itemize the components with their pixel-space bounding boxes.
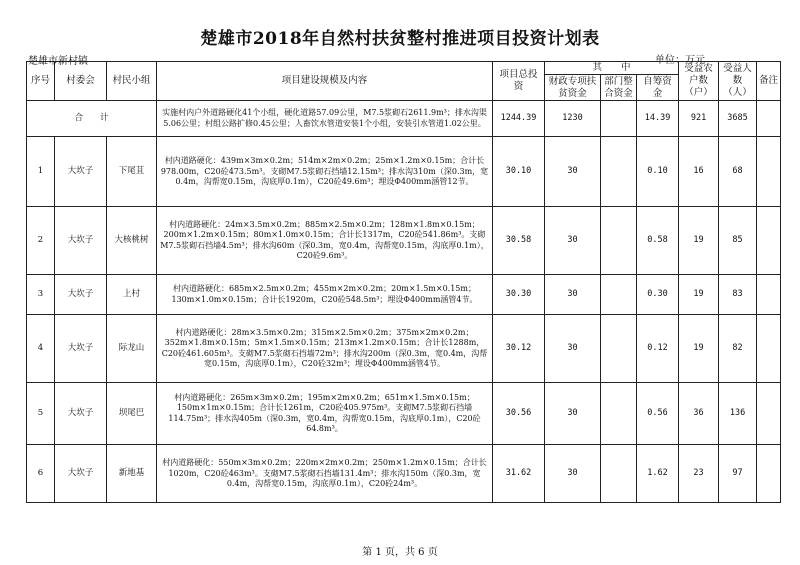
row-remark — [757, 445, 781, 503]
row-households: 23 — [679, 445, 719, 503]
row-dept — [601, 207, 637, 275]
header-households: 受益农户数（户） — [679, 62, 719, 101]
total-fiscal: 1230 — [545, 101, 601, 137]
row-remark — [757, 207, 781, 275]
row-seq: 2 — [27, 207, 55, 275]
row-remark — [757, 315, 781, 383]
row-total: 30.12 — [493, 315, 545, 383]
header-fiscal: 财政专项扶贫资金 — [545, 75, 601, 101]
row-content: 村内道路硬化：265m×3m×0.2m；195m×2m×0.2m；651m×1.5m×0.15m；150m×1m×0.15m；合计长1261m，C20砼405.975m³。支砌M7.5浆砌石挡墙114.75m³；排水沟405m（深0.3m，宽0.4m，沟帮宽0.15m，沟底厚0.1m），C20砼64.8m³。 — [157, 383, 493, 445]
header-total: 项目总投资 — [493, 62, 545, 101]
row-dept — [601, 383, 637, 445]
town-label: 楚雄市新村镇 — [28, 56, 88, 67]
header-people: 受益人数（人） — [719, 62, 757, 101]
table-row — [27, 315, 781, 383]
row-people: 82 — [719, 315, 757, 383]
table-row — [27, 383, 781, 445]
total-self: 14.39 — [637, 101, 679, 137]
total-remark — [757, 101, 781, 137]
row-self: 0.12 — [637, 315, 679, 383]
row-total: 30.30 — [493, 275, 545, 315]
row-fiscal: 30 — [545, 315, 601, 383]
total-dept — [601, 101, 637, 137]
row-remark — [757, 137, 781, 207]
row-households: 19 — [679, 207, 719, 275]
row-village: 大坎子 — [55, 275, 107, 315]
table-row — [27, 137, 781, 207]
row-fiscal: 30 — [545, 137, 601, 207]
header-of-which: 其 中 — [545, 62, 679, 75]
row-group: 新地基 — [107, 445, 157, 503]
row-people: 85 — [719, 207, 757, 275]
row-content: 村内道路硬化：24m×3.5m×0.2m；885m×2.5m×0.2m；128m×1.8m×0.15m；200m×1.2m×0.15m；80m×1.0m×0.15m；合计长1317m，C20砼541.86m³。支砌M7.5浆砌石挡墙4.5m³；排水沟60m（深0.3m，宽0.4m，沟帮宽0.15m，沟底厚0.1m），C20砼9.6m³。 — [157, 207, 493, 275]
row-households: 16 — [679, 137, 719, 207]
total-households: 921 — [679, 101, 719, 137]
row-people: 83 — [719, 275, 757, 315]
unit-label: 单位：万元 — [655, 55, 705, 66]
row-village: 大坎子 — [55, 383, 107, 445]
row-self: 0.56 — [637, 383, 679, 445]
table-row — [27, 445, 781, 503]
total-label: 合 计 — [27, 101, 157, 137]
row-village: 大坎子 — [55, 445, 107, 503]
row-content: 村内道路硬化：439m×3m×0.2m；514m×2m×0.2m；25m×1.2m×0.15m；合计长978.00m，C20砼473.5m³。支砌M7.5浆砌石挡墙12.15m³；排水沟310m（深0.3m，宽0.4m，沟帮宽0.15m，沟底厚0.1m），C20砼49.6m³；埋设Φ400mm涵管12节。 — [157, 137, 493, 207]
row-village: 大坎子 — [55, 315, 107, 383]
row-fiscal: 30 — [545, 383, 601, 445]
row-seq: 3 — [27, 275, 55, 315]
row-total: 30.58 — [493, 207, 545, 275]
row-households: 19 — [679, 275, 719, 315]
row-group: 大核桃树 — [107, 207, 157, 275]
header-self: 自筹资金 — [637, 75, 679, 101]
row-dept — [601, 137, 637, 207]
row-people: 97 — [719, 445, 757, 503]
row-fiscal: 30 — [545, 275, 601, 315]
row-seq: 1 — [27, 137, 55, 207]
table-row — [27, 275, 781, 315]
table-row — [27, 207, 781, 275]
investment-plan-table — [26, 61, 781, 503]
total-investment: 1244.39 — [493, 101, 545, 137]
row-remark — [757, 383, 781, 445]
row-content: 村内道路硬化：685m×2.5m×0.2m；455m×2m×0.2m；20m×1.5m×0.15m；130m×1.0m×0.15m；合计长1920m，C20砼548.5m³；埋设Φ400mm涵管4节。 — [157, 275, 493, 315]
row-total: 30.56 — [493, 383, 545, 445]
row-people: 68 — [719, 137, 757, 207]
total-people: 3685 — [719, 101, 757, 137]
header-row-1 — [27, 62, 781, 75]
row-self: 0.30 — [637, 275, 679, 315]
row-fiscal: 30 — [545, 207, 601, 275]
total-row — [27, 101, 781, 137]
row-village: 大坎子 — [55, 137, 107, 207]
row-total: 31.62 — [493, 445, 545, 503]
page-footer: 第 1 页，共 6 页 — [362, 547, 438, 558]
header-village: 村委会 — [55, 62, 107, 101]
row-self: 0.10 — [637, 137, 679, 207]
row-total: 30.10 — [493, 137, 545, 207]
row-group: 上村 — [107, 275, 157, 315]
row-content: 村内道路硬化：550m×3m×0.2m；220m×2m×0.2m；250m×1.2m×0.15m；合计长1020m，C20砼463m³。支砌M7.5浆砌石挡墙131.4m³；排水沟150m（深0.3m，宽0.4m，沟帮宽0.15m，沟底厚0.1m），C20砼24m³。 — [157, 445, 493, 503]
row-dept — [601, 315, 637, 383]
row-dept — [601, 445, 637, 503]
row-households: 19 — [679, 315, 719, 383]
header-content: 项目建设规模及内容 — [157, 62, 493, 101]
row-seq: 4 — [27, 315, 55, 383]
row-group: 际龙山 — [107, 315, 157, 383]
row-group: 坝尾巴 — [107, 383, 157, 445]
page-title: 楚雄市2018年自然村扶贫整村推进项目投资计划表 — [200, 29, 600, 49]
total-content: 实施村内户外道路硬化41个小组，硬化道路57.09公里，M7.5浆砌石2611.9m³；排水沟渠5.06公里；村组公路扩修0.45公里；人畜饮水管道安装1个小组，安装引水管道1.02公里。 — [157, 101, 493, 137]
row-self: 1.62 — [637, 445, 679, 503]
row-dept — [601, 275, 637, 315]
row-seq: 6 — [27, 445, 55, 503]
row-households: 36 — [679, 383, 719, 445]
header-seq: 序号 — [27, 62, 55, 101]
header-group: 村民小组 — [107, 62, 157, 101]
row-village: 大坎子 — [55, 207, 107, 275]
row-seq: 5 — [27, 383, 55, 445]
row-people: 136 — [719, 383, 757, 445]
row-self: 0.58 — [637, 207, 679, 275]
header-dept: 部门整合资金 — [601, 75, 637, 101]
row-group: 下尾苴 — [107, 137, 157, 207]
row-fiscal: 30 — [545, 445, 601, 503]
header-remark: 备注 — [757, 62, 781, 101]
row-content: 村内道路硬化：28m×3.5m×0.2m；315m×2.5m×0.2m；375m×2m×0.2m；352m×1.8m×0.15m；5m×1.5m×0.15m；213m×1.2m×0.15m；合计长1288m，C20砼461.605m³。支砌M7.5浆砌石挡墙72m³；排水沟200m（深0.3m，宽0.4m，沟帮宽0.15m，沟底厚0.1m），C20砼32m³；埋设Φ400mm涵管4节。 — [157, 315, 493, 383]
row-remark — [757, 275, 781, 315]
